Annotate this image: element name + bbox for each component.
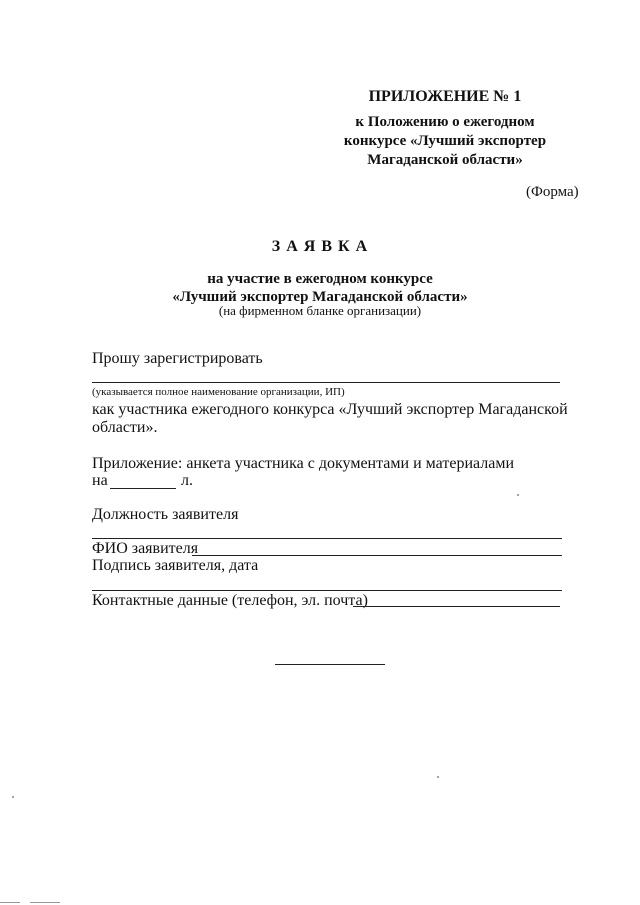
scan-edge-mark [0,902,20,903]
appendix-line-1: к Положению о ежегодном [355,114,535,130]
contacts-line [353,606,560,607]
scan-edge-mark [30,902,60,903]
closing-separator [275,664,385,665]
request-text: Прошу зарегистрировать [92,350,263,367]
fio-label: ФИО заявителя [92,540,199,557]
org-name-hint: (указывается полное наименование организации, ИП) [92,386,345,398]
signature-label: Подпись заявителя, дата [92,557,259,574]
form-label: (Форма) [526,184,579,200]
participant-text-2: области». [92,419,158,436]
position-label: Должность заявителя [92,506,239,523]
pages-suffix: л. [181,472,193,489]
appendix-line-3: Магаданской области» [367,152,523,168]
application-subtitle-1: на участие в ежегодном конкурсе [207,271,433,287]
participant-text-1: как участника ежегодного конкурса «Лучший экспортер Магаданской [92,401,568,418]
org-name-line [92,382,560,383]
application-subtitle-2: «Лучший экспортер Магаданской области» [172,289,468,305]
scan-speck [437,776,439,778]
pages-prefix: на [92,472,108,489]
attachment-text: Приложение: анкета участника с документами и материалами [92,455,515,472]
pages-count-line [110,488,176,489]
application-title: З А Я В К А [271,238,369,255]
letterhead-note: (на фирменном бланке организации) [218,303,422,318]
appendix-line-2: конкурсе «Лучший экспортер [343,133,547,149]
appendix-title: ПРИЛОЖЕНИЕ № 1 [368,88,522,105]
scan-speck [12,796,14,798]
contacts-label: Контактные данные (телефон, эл. почта) [92,592,368,609]
scan-speck [517,494,519,496]
